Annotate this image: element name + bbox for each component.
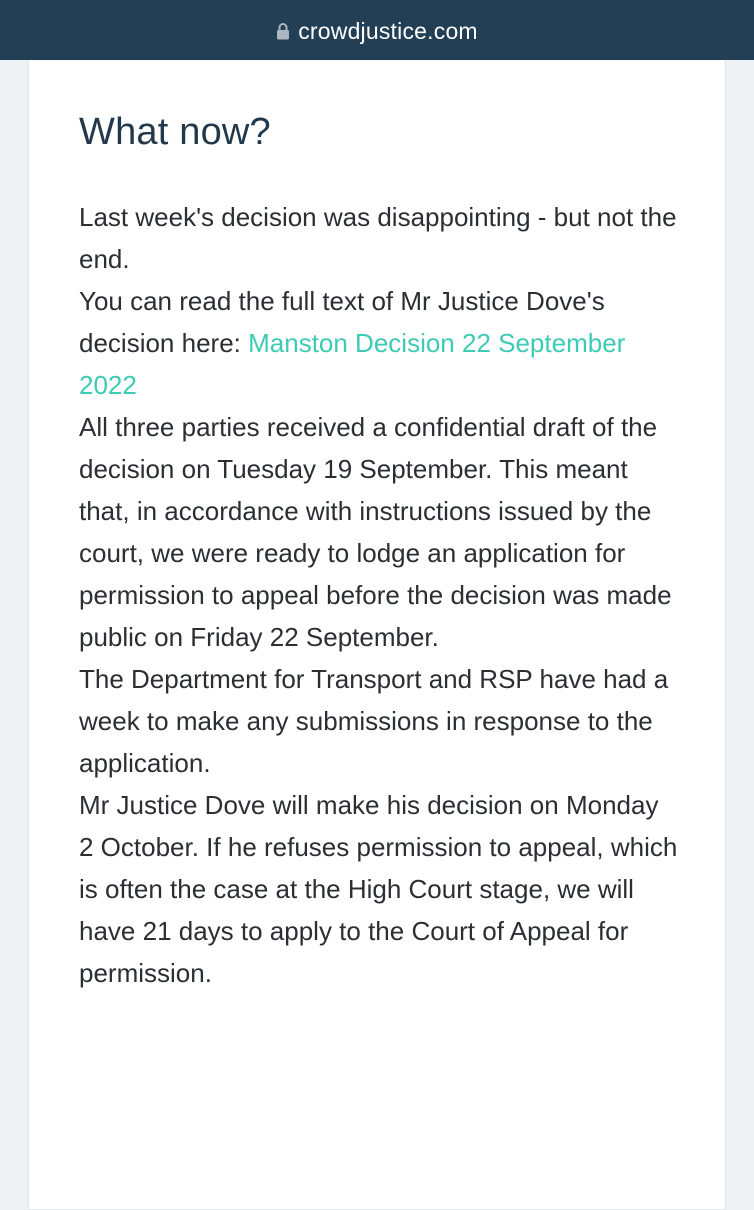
paragraph-next-steps: Mr Justice Dove will make his decision on Monday 2 October. If he refuses permission to appeal, which is often the case at the High Court stage, we will have 21 days to apply to the Court of Appeal for permission.	[79, 790, 678, 988]
browser-url-bar[interactable]	[0, 0, 754, 60]
url-text: crowdjustice.com	[298, 17, 478, 44]
page-title: What now?	[79, 111, 271, 153]
lock-icon	[276, 22, 290, 40]
manston-decision-link[interactable]: Manston Decision 22 September 2022	[79, 328, 626, 400]
url-display[interactable]	[276, 18, 478, 45]
paragraph-draft: All three parties received a confidential draft of the decision on Tuesday 19 September. This meant that, in accordance with instructions issued by the court, we were ready to lodge an application for permission to appeal before the decision was made public on Friday 22 September.	[79, 412, 672, 652]
article-card	[28, 60, 726, 1210]
article-content	[79, 110, 679, 994]
paragraph-decision: Last week's decision was disappointing - but not the end.	[79, 202, 677, 274]
paragraph-read-decision	[79, 280, 679, 406]
paragraph-submissions: The Department for Transport and RSP have had a week to make any submissions in response to the application.	[79, 664, 669, 778]
paragraph-text: You can read the full text of Mr Justice Dove's decision here:	[79, 286, 605, 358]
